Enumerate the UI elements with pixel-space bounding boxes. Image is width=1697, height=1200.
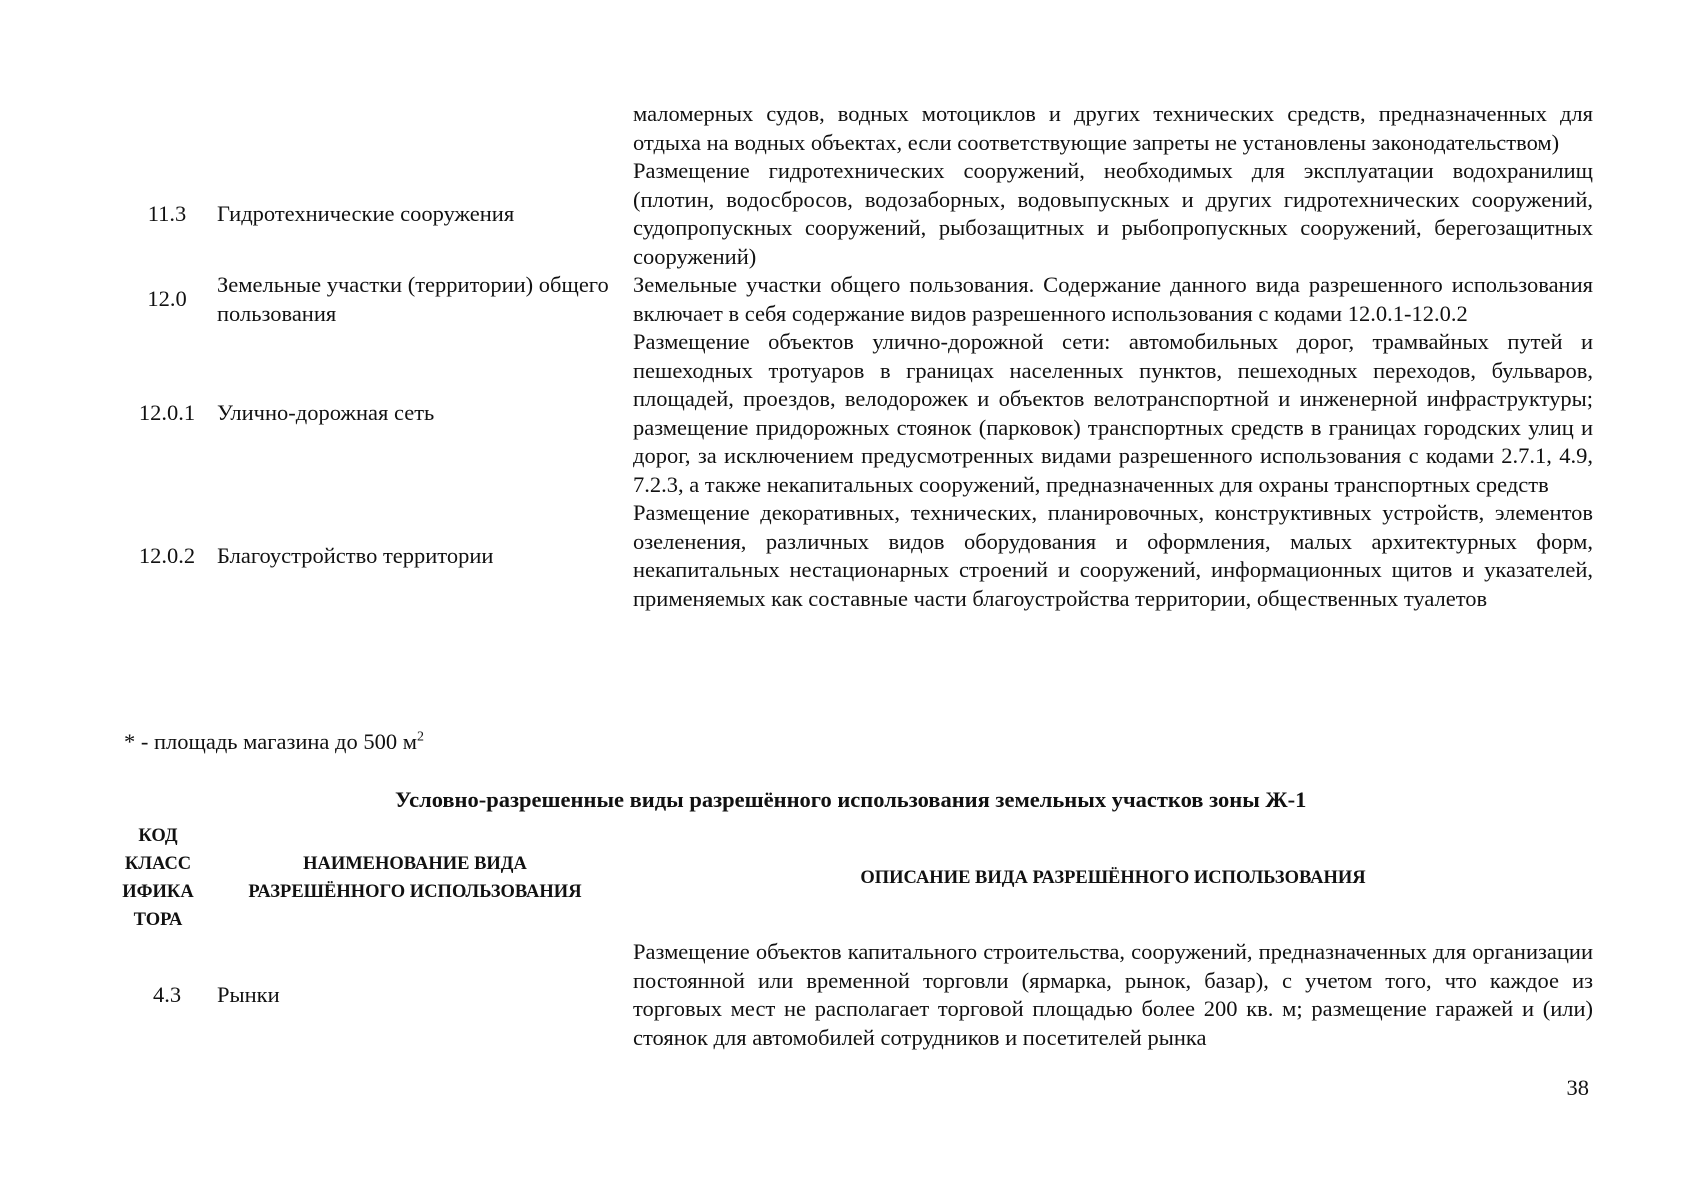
description-cell: Размещение объектов капитального строительства, сооружений, предназначенных для организации постоянной или временной торговли (ярмарка, рынок, базар), с учетом того, что каждое из торговых мест не располагает торговой площадью более 200 кв. м; размещение гаражей и (или) стоянок для автомобилей сотрудников и посетителей рынка (633, 939, 1593, 1050)
header-code-line: КОД (138, 826, 178, 846)
table-row (118, 271, 1593, 328)
description-cell: Размещение гидротехнических сооружений, необходимых для эксплуатации водохранилищ (плотин, водосбросов, водозаборных, водовыпускных и других гидротехнических сооружений, судопропускных сооружений, рыбозащитных и рыбопропускных сооружений, берегозащитных сооружений) (633, 158, 1593, 269)
table-row (118, 100, 1593, 157)
name-cell: Благоустройство территории (217, 542, 494, 568)
description-cell: Земельные участки общего пользования. Содержание данного вида разрешенного использования включает в себя содержание видов разрешенного использования с кодами 12.0.1-12.0.2 (633, 272, 1593, 326)
code-cell: 12.0.1 (138, 400, 196, 426)
header-name-line: НАИМЕНОВАНИЕ ВИДА (303, 854, 527, 874)
conditional-use-table (118, 938, 1593, 1052)
name-cell: Гидротехнические сооружения (217, 200, 515, 226)
header-name-column (228, 850, 602, 906)
description-cell: Размещение декоративных, технических, планировочных, конструктивных устройств, элементов озеленения, различных видов оборудования и оформления, малых архитектурных форм, некапитальных нестационарных строений и сооружений, информационных щитов и указателей, применяемых как составные части благоустройства территории, общественных туалетов (633, 500, 1593, 611)
code-cell (118, 100, 216, 157)
code-cell: 4.3 (152, 981, 182, 1007)
header-code-line: ТОРА (133, 910, 183, 930)
description-cell: Размещение объектов улично-дорожной сети: автомобильных дорог, трамвайных путей и пешеходных тротуаров в границах населенных пунктов, пешеходных переходов, бульваров, площадей, проездов, велодорожек и объектов велотранспортной и инженерной инфраструктуры; размещение придорожных стоянок (парковок) транспортных средств в границах городских улиц и дорог, за исключением предусмотренных видами разрешенного использования с кодами 2.7.1, 4.9, 7.2.3, а также некапитальных сооружений, предназначенных для охраны транспортных средств (633, 329, 1593, 497)
page-number: 38 (1566, 1075, 1589, 1100)
footnote-text: * - площадь магазина до 500 м (124, 729, 417, 754)
header-code-line: ИФИКА (122, 882, 194, 902)
name-cell: Улично-дорожная сеть (217, 400, 435, 426)
table-row (118, 328, 1593, 499)
name-cell (216, 100, 633, 157)
table-row (118, 938, 1593, 1052)
table-row (118, 157, 1593, 271)
code-cell: 11.3 (147, 200, 187, 226)
land-use-table-continued (118, 100, 1593, 613)
name-cell: Рынки (217, 981, 280, 1007)
header-name-line: РАЗРЕШЁННОГО ИСПОЛЬЗОВАНИЯ (248, 882, 582, 902)
code-cell: 12.0 (147, 286, 187, 312)
footnote (124, 728, 424, 756)
name-cell: Земельные участки (территории) общего пользования (217, 272, 609, 326)
header-description-column: ОПИСАНИЕ ВИДА РАЗРЕШЁННОГО ИСПОЛЬЗОВАНИЯ (860, 868, 1366, 888)
code-cell: 12.0.2 (138, 542, 196, 568)
description-cell: маломерных судов, водных мотоциклов и других технических средств, предназначенных для отдыха на водных объектах, если соответствующие запреты не установлены законодательством) (633, 101, 1593, 155)
header-code-column (108, 822, 208, 934)
table-row (118, 499, 1593, 613)
section-heading: Условно-разрешенные виды разрешённого использования земельных участков зоны Ж-1 (395, 787, 1307, 812)
footnote-superscript: 2 (416, 729, 424, 745)
header-code-line: КЛАСС (124, 854, 192, 874)
